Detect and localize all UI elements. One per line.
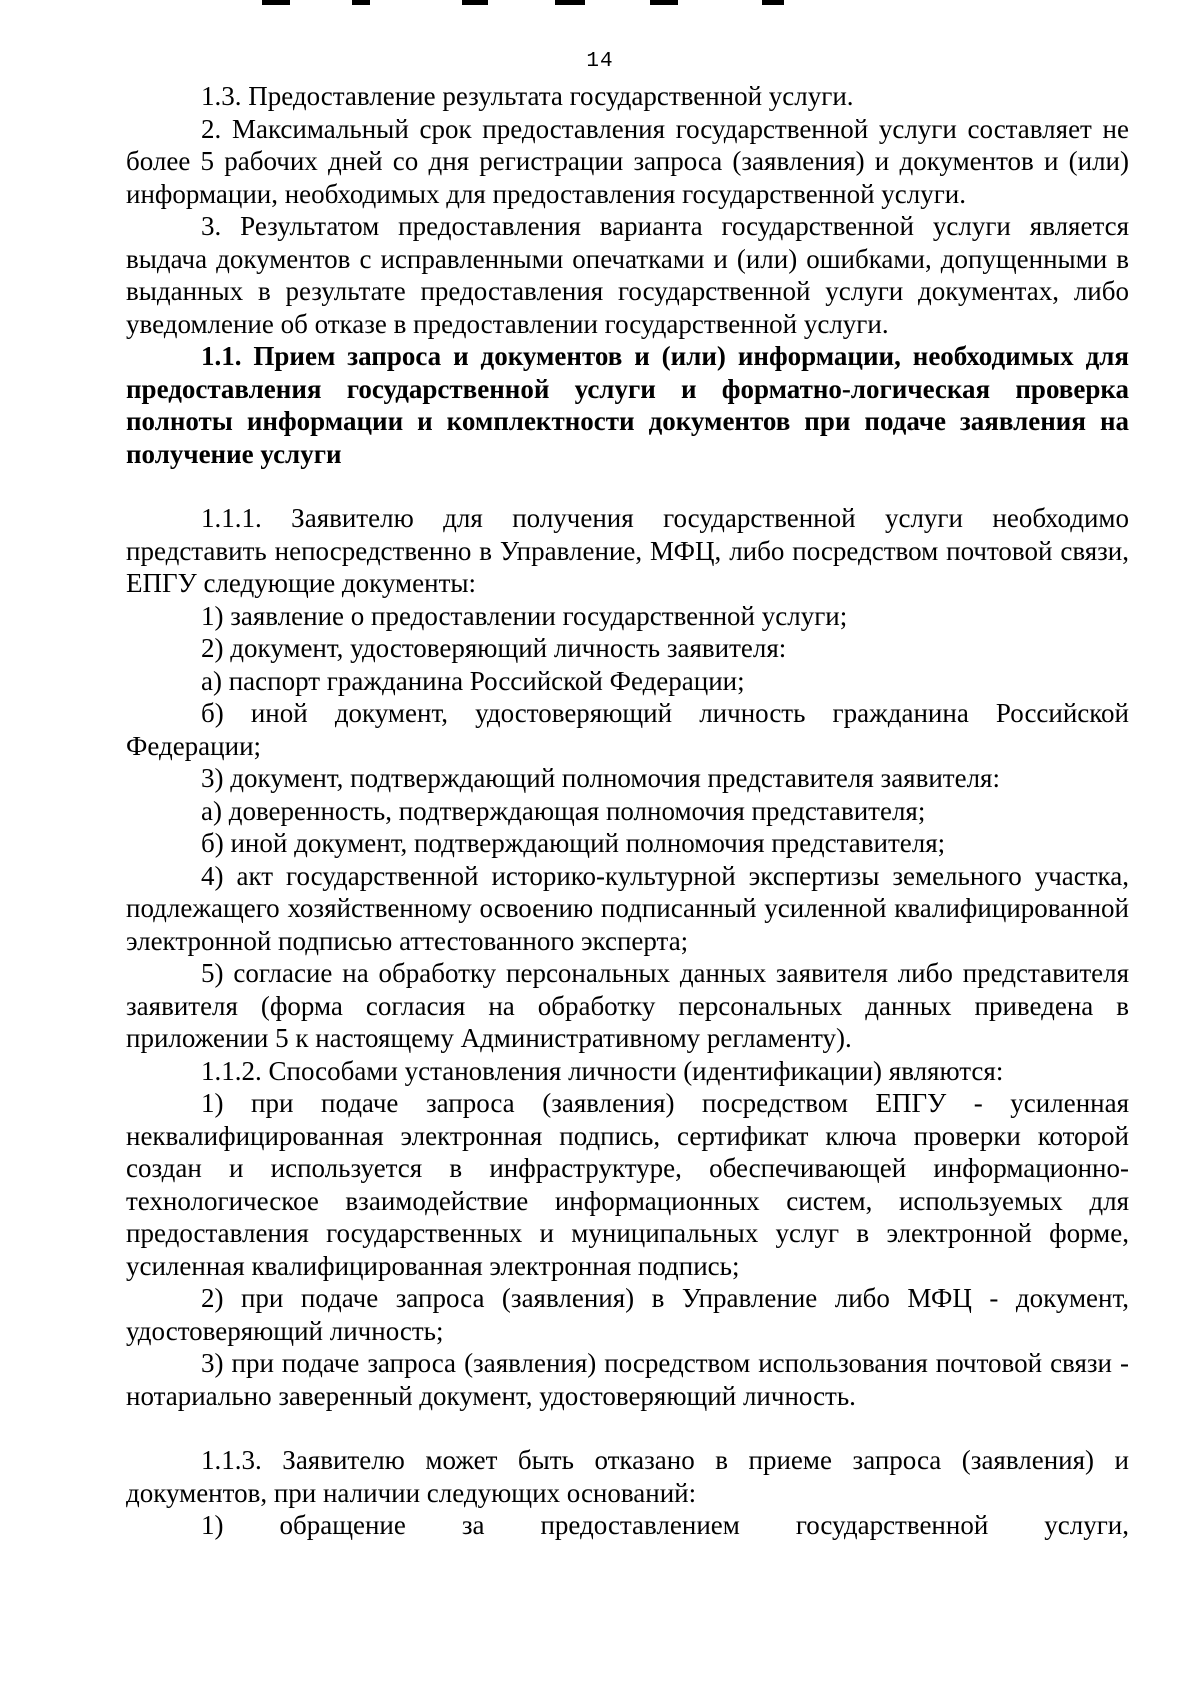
list-item-application: 1) заявление о предоставлении государственной услуги; bbox=[201, 600, 848, 631]
list-item-other-identity-document: б) иной документ, удостоверяющий личность гражданина Российской Федерации; bbox=[126, 698, 1129, 761]
list-item-identification-post: 3) при подаче запроса (заявления) посредством использования почтовой связи - нотариально заверенный документ, удостоверяющий личность. bbox=[126, 1348, 1129, 1411]
spacer bbox=[126, 1412, 1129, 1444]
paragraph-1-3: 1.3. Предоставление результата государственной услуги. bbox=[201, 81, 854, 111]
spacer bbox=[126, 470, 1129, 502]
list-item-passport: а) паспорт гражданина Российской Федерации; bbox=[201, 665, 745, 696]
section-heading-1-1: 1.1. Прием запроса и документов и (или) информации, необходимых для предоставления государственной услуги и форматно-логическая проверка полноты информации и комплектности документов при подаче заявления на получение услуги bbox=[126, 341, 1129, 469]
list-item-power-of-attorney: а) доверенность, подтверждающая полномочия представителя; bbox=[201, 795, 926, 826]
list-item-identity-document: 2) документ, удостоверяющий личность заявителя: bbox=[201, 633, 787, 663]
list-item-identification-epgu: 1) при подаче запроса (заявления) посредством ЕПГУ - усиленная неквалифицированная электронная подпись, сертификат ключа проверки которой создан и используется в инфраструктуре, обеспечивающей информационно-технологическое взаимодействие информационных систем, используемых для предоставления государственных и муниципальных услуг в электронной форме, усиленная квалифицированная электронная подпись; bbox=[126, 1088, 1129, 1281]
list-item-other-authority-document: б) иной документ, подтверждающий полномочия представителя; bbox=[201, 828, 946, 858]
page-number: 14 bbox=[586, 50, 614, 73]
clause-1-1-2: 1.1.2. Способами установления личности (идентификации) являются: bbox=[201, 1055, 1004, 1086]
paragraph-3-result: 3. Результатом предоставления варианта государственной услуги является выдача документов с исправленными опечатками и (или) ошибками, допущенными в выданных в результате предоставления государственной услуги документах, либо уведомление об отказе в предоставлении государственной услуги. bbox=[126, 211, 1129, 339]
document-body bbox=[126, 80, 1129, 1542]
clause-1-1-1: 1.1.1. Заявителю для получения государственной услуги необходимо представить непосредственно в Управление, МФЦ, либо посредством почтовой связи, ЕПГУ следующие документы: bbox=[126, 503, 1129, 598]
paragraph-2-max-term: 2. Максимальный срок предоставления государственной услуги составляет не более 5 рабочих дней со дня регистрации запроса (заявления) и документов и (или) информации, необходимых для предоставления государственной услуги. bbox=[126, 113, 1129, 209]
scan-top-edge-marks bbox=[0, 0, 1200, 8]
clause-1-1-3: 1.1.3. Заявителю может быть отказано в приеме запроса (заявления) и документов, при наличии следующих оснований: bbox=[126, 1445, 1129, 1508]
list-item-expertise-act: 4) акт государственной историко-культурной экспертизы земельного участка, подлежащего хозяйственному освоению подписанный усиленной квалифицированной электронной подписью аттестованного эксперта; bbox=[126, 860, 1129, 956]
list-item-representative-authority: 3) документ, подтверждающий полномочия представителя заявителя: bbox=[201, 763, 1000, 793]
list-item-refusal-ground-1: 1) обращение за предоставлением государственной услуги, bbox=[201, 1510, 1129, 1540]
list-item-personal-data-consent: 5) согласие на обработку персональных данных заявителя либо представителя заявителя (форма согласия на обработку персональных данных приведена в приложении 5 к настоящему Административному регламенту). bbox=[126, 958, 1129, 1053]
list-item-identification-office: 2) при подаче запроса (заявления) в Управление либо МФЦ - документ, удостоверяющий личность; bbox=[126, 1283, 1129, 1346]
